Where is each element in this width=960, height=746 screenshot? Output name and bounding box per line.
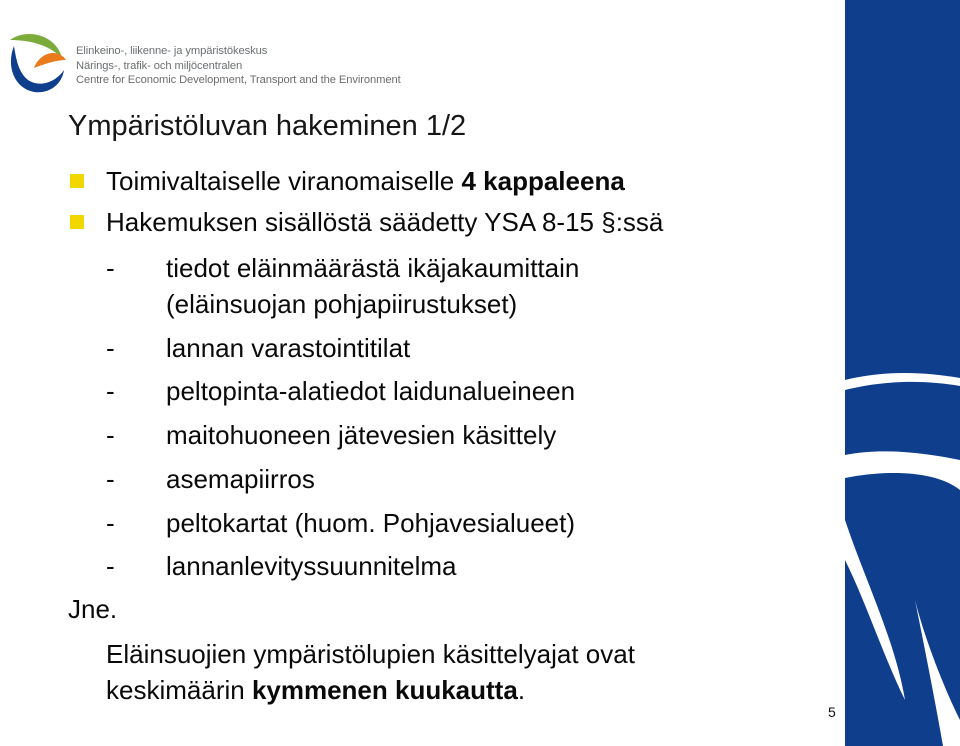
org-line-en: Centre for Economic Development, Transport and the Environment <box>76 74 401 86</box>
closing-line-1: Eläinsuojien ympäristölupien käsittelyajat ovat <box>106 639 635 669</box>
ely-logo-icon <box>4 30 70 96</box>
dash-marker: - <box>106 551 115 581</box>
dash-marker: - <box>106 376 115 406</box>
list-item-text: lannan varastointitilat <box>166 333 411 363</box>
organization-name <box>76 44 401 88</box>
closing-bold: kymmenen kuukautta <box>251 675 518 705</box>
dash-marker: - <box>106 420 115 450</box>
list-item-text: tiedot eläinmäärästä ikäjakaumittain <box>166 253 580 283</box>
org-line-fi: Elinkeino-, liikenne- ja ympäristökeskus <box>76 45 268 57</box>
list-item-text: asemapiirros <box>166 464 315 494</box>
dash-marker: - <box>106 464 115 494</box>
bullet-square-icon <box>70 215 84 229</box>
bullet-text: Toimivaltaiselle viranomaiselle <box>106 166 462 196</box>
closing-statement <box>106 636 635 708</box>
list-item-text: lannanlevityssuunnitelma <box>166 551 457 581</box>
org-line-sv: Närings-, trafik- och miljöcentralen <box>76 59 243 72</box>
slide-title: Ympäristöluvan hakeminen 1/2 <box>68 110 467 142</box>
bullet-bold-text: 4 kappaleena <box>461 166 625 196</box>
closing-line-2 <box>106 672 635 708</box>
list-item-text: maitohuoneen jätevesien käsittely <box>166 420 557 450</box>
closing-prefix: keskimäärin <box>106 675 252 705</box>
page-number: 5 <box>828 704 836 720</box>
list-item-text: peltokartat (huom. Pohjavesialueet) <box>166 508 576 538</box>
dash-marker: - <box>106 253 115 283</box>
dash-marker: - <box>106 508 115 538</box>
bullet-text: Hakemuksen sisällöstä säädetty YSA 8-15 §:ssä <box>106 207 664 237</box>
dash-marker: - <box>106 333 115 363</box>
bullet-square-icon <box>70 174 84 188</box>
decorative-wave-band <box>845 0 960 746</box>
etc-text: Jne. <box>68 594 118 624</box>
closing-suffix: . <box>517 675 526 705</box>
list-item-text: peltopinta-alatiedot laidunalueineen <box>166 376 576 406</box>
list-item-text: (eläinsuojan pohjapiirustukset) <box>166 289 518 319</box>
